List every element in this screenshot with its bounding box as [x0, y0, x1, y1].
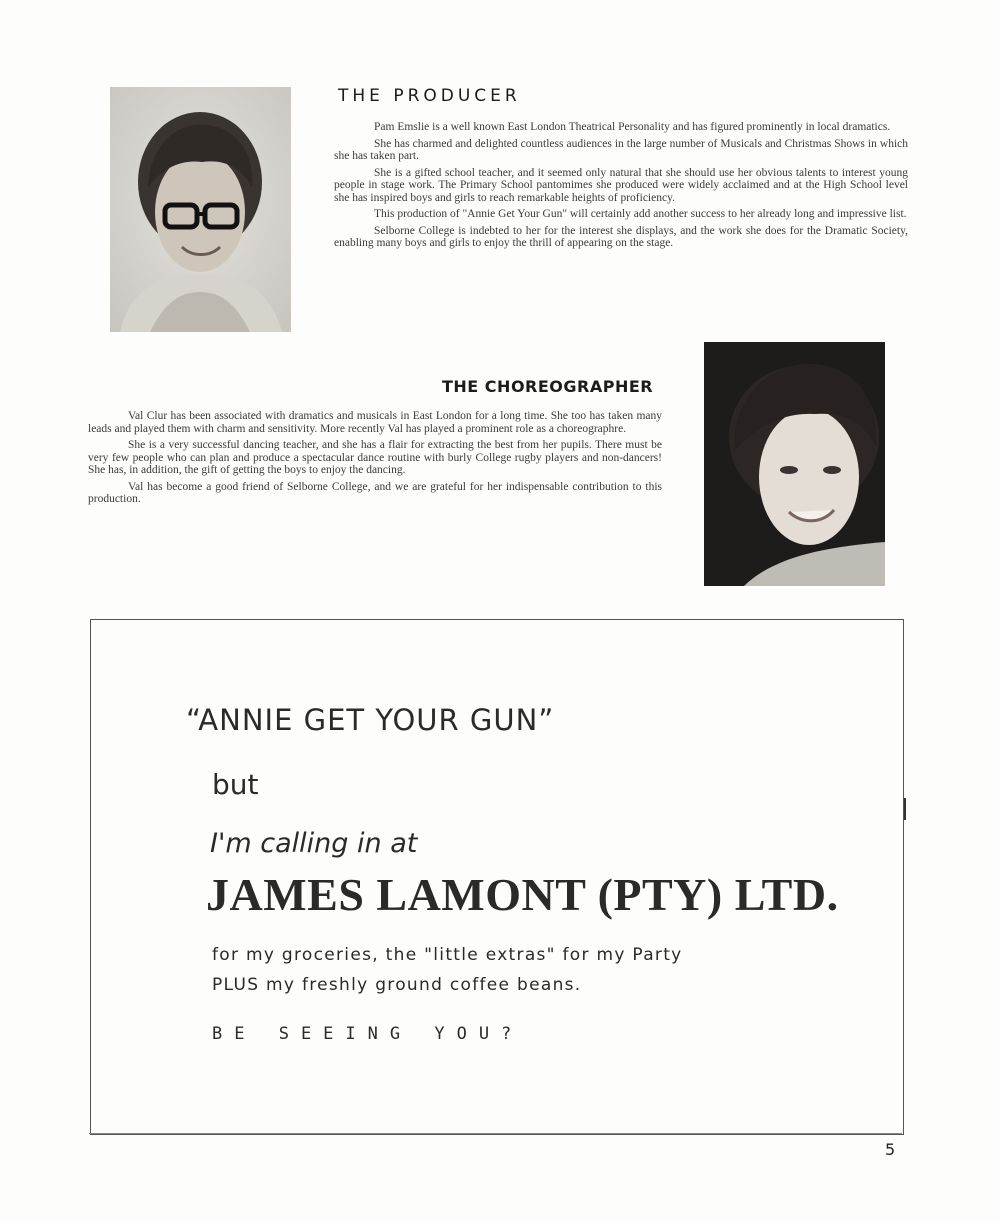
advert-company-name: JAMES LAMONT (PTY) LTD.: [206, 869, 839, 920]
producer-paragraph: Selborne College is indebted to her for the interest she displays, and the work she does for the Dramatic Society, enabling many boys and girls to enjoy the thrill of appearing on the stage.: [334, 224, 908, 249]
choreographer-paragraph: Val Clur has been associated with dramatics and musicals in East London for a long time. She too has taken many leads and played them with charm and sensitivity. More recently Val has played a prominent role as a choreographre.: [88, 410, 662, 435]
choreographer-paragraph: Val has become a good friend of Selborne College, and we are grateful for her indispensable contribution to this production.: [88, 480, 662, 505]
advert-closing: BE SEEING YOU?: [212, 1024, 524, 1044]
page-number: 5: [885, 1140, 896, 1159]
producer-paragraph: She is a gifted school teacher, and it seemed only natural that she should use her obvious talents to interest young people in stage work. The Primary School pantomimes she produced were widely acclaimed and at the High School level she has inspired boys and girls to reach remarkable heights of proficiency.: [334, 166, 908, 204]
producer-paragraph: Pam Emslie is a well known East London Theatrical Personality and has figured prominently in local dramatics.: [374, 121, 891, 133]
choreographer-paragraph: She is a very successful dancing teacher, and she has a flair for extracting the best from her pupils. There must be very few people who can plan and produce a spectacular dance routine with burly College rugby players and non-dancers! She has, in addition, the gift of getting the boys to enjoy the dancing.: [88, 439, 662, 476]
producer-photo: [110, 87, 291, 332]
edge-mark: [89, 1133, 902, 1134]
producer-biography: [334, 121, 908, 254]
advert-line-groceries: for my groceries, the "little extras" for my Party: [212, 945, 683, 965]
advert-but: but: [212, 768, 259, 801]
choreographer-heading: THE CHOREOGRAPHER: [442, 377, 654, 396]
advert-title: “ANNIE GET YOUR GUN”: [186, 703, 555, 737]
producer-portrait-image: [110, 87, 291, 332]
producer-paragraph: This production of "Annie Get Your Gun" will certainly add another success to her already long and impressive list.: [374, 208, 907, 220]
choreographer-photo: [704, 342, 885, 586]
producer-paragraph: She has charmed and delighted countless audiences in the large number of Musicals and Christmas Shows in which she has taken part.: [334, 137, 908, 162]
advert-line-coffee: PLUS my freshly ground coffee beans.: [212, 975, 582, 995]
producer-heading: THE PRODUCER: [338, 86, 521, 106]
choreographer-biography: [88, 410, 662, 510]
advert-calling: I'm calling in at: [210, 828, 418, 859]
choreographer-portrait-image: [704, 342, 885, 586]
edge-mark: [904, 798, 906, 820]
